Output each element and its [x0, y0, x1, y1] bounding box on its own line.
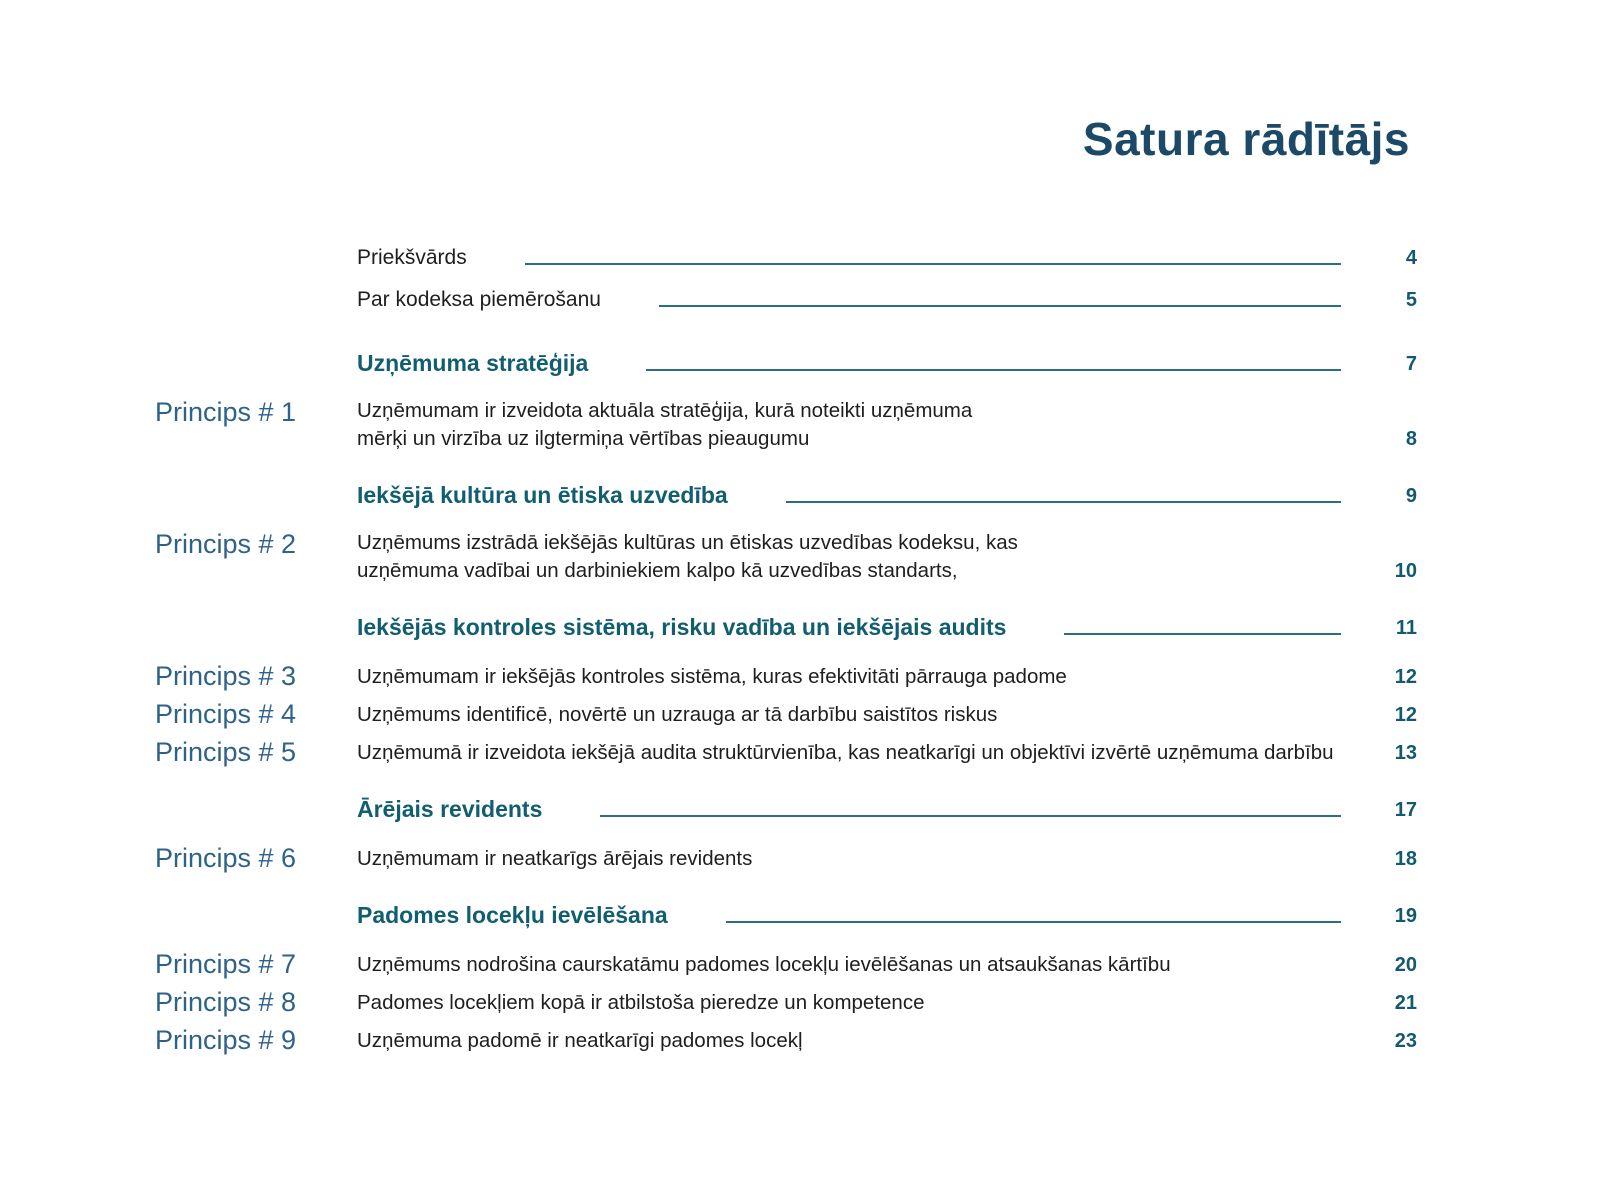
toc-item-label: Priekšvārds	[357, 246, 467, 269]
page-number: 23	[1394, 1030, 1417, 1052]
section-heading: Uzņēmuma stratēģija	[357, 350, 589, 376]
entry-text	[357, 397, 1341, 453]
leader-line	[525, 263, 1341, 265]
leader-line	[659, 305, 1341, 307]
entry-text-line: Uzņēmumam ir izveidota aktuāla stratēģija, kurā noteikti uzņēmuma	[357, 399, 973, 422]
principle-label: Princips # 9	[155, 1025, 297, 1055]
entry-text-line: mērķi un virzība uz ilgtermiņa vērtības pieaugumu	[357, 427, 810, 450]
page-number: 13	[1394, 742, 1417, 764]
toc-entry-row	[155, 1025, 1417, 1055]
entry-text-line: Uzņēmums nodrošina caurskatāmu padomes locekļu ievēlēšanas un atsaukšanas kārtību	[357, 953, 1171, 976]
toc-entry-row	[155, 949, 1417, 979]
principle-label: Princips # 7	[155, 949, 297, 979]
toc-entry-row	[155, 661, 1417, 691]
leader-line	[726, 921, 1341, 923]
toc-entry-row	[155, 699, 1417, 729]
page-number: 12	[1394, 666, 1417, 688]
section-heading: Padomes locekļu ievēlēšana	[357, 902, 668, 928]
entry-text	[357, 1027, 1341, 1055]
leader-line	[786, 501, 1341, 503]
toc-section	[155, 612, 1417, 767]
toc-sections	[155, 348, 1417, 1055]
entry-text	[357, 529, 1341, 585]
entry-text-line: uzņēmuma vadībai un darbiniekiem kalpo kā uzvedības standarts,	[357, 559, 958, 582]
page-number: 11	[1395, 617, 1417, 639]
section-heading-row	[155, 480, 1417, 510]
toc-section	[155, 794, 1417, 873]
leader-line	[646, 369, 1341, 371]
entry-text-line: Uzņēmumam ir neatkarīgs ārējais revidents	[357, 847, 753, 870]
principle-label: Princips # 3	[155, 661, 297, 691]
page-number: 7	[1405, 353, 1417, 375]
entry-text	[357, 951, 1341, 979]
page-number: 9	[1405, 485, 1417, 507]
section-heading-row	[155, 794, 1417, 824]
page-number: 19	[1394, 905, 1417, 927]
section-heading: Iekšējā kultūra un ētiska uzvedība	[357, 482, 728, 508]
leader-line	[1064, 633, 1341, 635]
toc-front-row	[155, 286, 1417, 314]
toc-front-row	[155, 244, 1417, 272]
section-heading: Iekšējās kontroles sistēma, risku vadība un iekšējais audits	[357, 614, 1007, 640]
toc-entry-row	[155, 737, 1417, 767]
page-number: 17	[1394, 799, 1417, 821]
toc-section	[155, 348, 1417, 453]
toc-entry-row	[155, 529, 1417, 585]
entry-text-line: Uzņēmuma padomē ir neatkarīgi padomes locekļ	[357, 1029, 803, 1052]
table-of-contents	[155, 244, 1417, 1063]
entry-text-line: Padomes locekļiem kopā ir atbilstoša pieredze un kompetence	[357, 991, 925, 1014]
principle-label: Princips # 5	[155, 737, 297, 767]
entry-text	[357, 701, 1341, 729]
section-heading: Ārējais revidents	[357, 796, 543, 822]
page-number: 4	[1405, 247, 1417, 269]
entry-text-line: Uzņēmums identificē, novērtē un uzrauga ar tā darbību saistītos riskus	[357, 703, 998, 726]
toc-entry-row	[155, 987, 1417, 1017]
entry-text	[357, 989, 1341, 1017]
page-number: 12	[1394, 704, 1417, 726]
entry-text-line: Uzņēmums izstrādā iekšējās kultūras un ētiskas uzvedības kodeksu, kas	[357, 531, 1018, 554]
page-number: 21	[1394, 992, 1417, 1014]
toc-entry-row	[155, 397, 1417, 453]
page-number: 18	[1394, 848, 1417, 870]
entry-text	[357, 845, 1341, 873]
toc-item-label: Par kodeksa piemērošanu	[357, 288, 601, 311]
entry-text-line: Uzņēmumam ir iekšējās kontroles sistēma, kuras efektivitāti pārrauga padome	[357, 665, 1067, 688]
section-heading-row	[155, 348, 1417, 378]
page-number: 20	[1394, 954, 1417, 976]
entry-text	[357, 739, 1341, 767]
principle-label: Princips # 2	[155, 529, 297, 559]
section-heading-row	[155, 900, 1417, 930]
toc-entry-row	[155, 843, 1417, 873]
principle-label: Princips # 8	[155, 987, 297, 1017]
page-number: 5	[1405, 289, 1417, 311]
entry-text-line: Uzņēmumā ir izveidota iekšējā audita struktūrvienība, kas neatkarīgi un objektīvi izvērtē uzņēmuma darbību	[357, 741, 1334, 764]
toc-section	[155, 480, 1417, 585]
toc-section	[155, 900, 1417, 1055]
principle-label: Princips # 6	[155, 843, 297, 873]
toc-front	[155, 244, 1417, 314]
entry-text	[357, 663, 1341, 691]
page-title: Satura rādītājs	[1082, 113, 1410, 165]
page-number: 8	[1405, 428, 1417, 450]
principle-label: Princips # 1	[155, 397, 297, 427]
page-number: 10	[1394, 560, 1417, 582]
section-heading-row	[155, 612, 1417, 642]
leader-line	[600, 815, 1341, 817]
principle-label: Princips # 4	[155, 699, 297, 729]
